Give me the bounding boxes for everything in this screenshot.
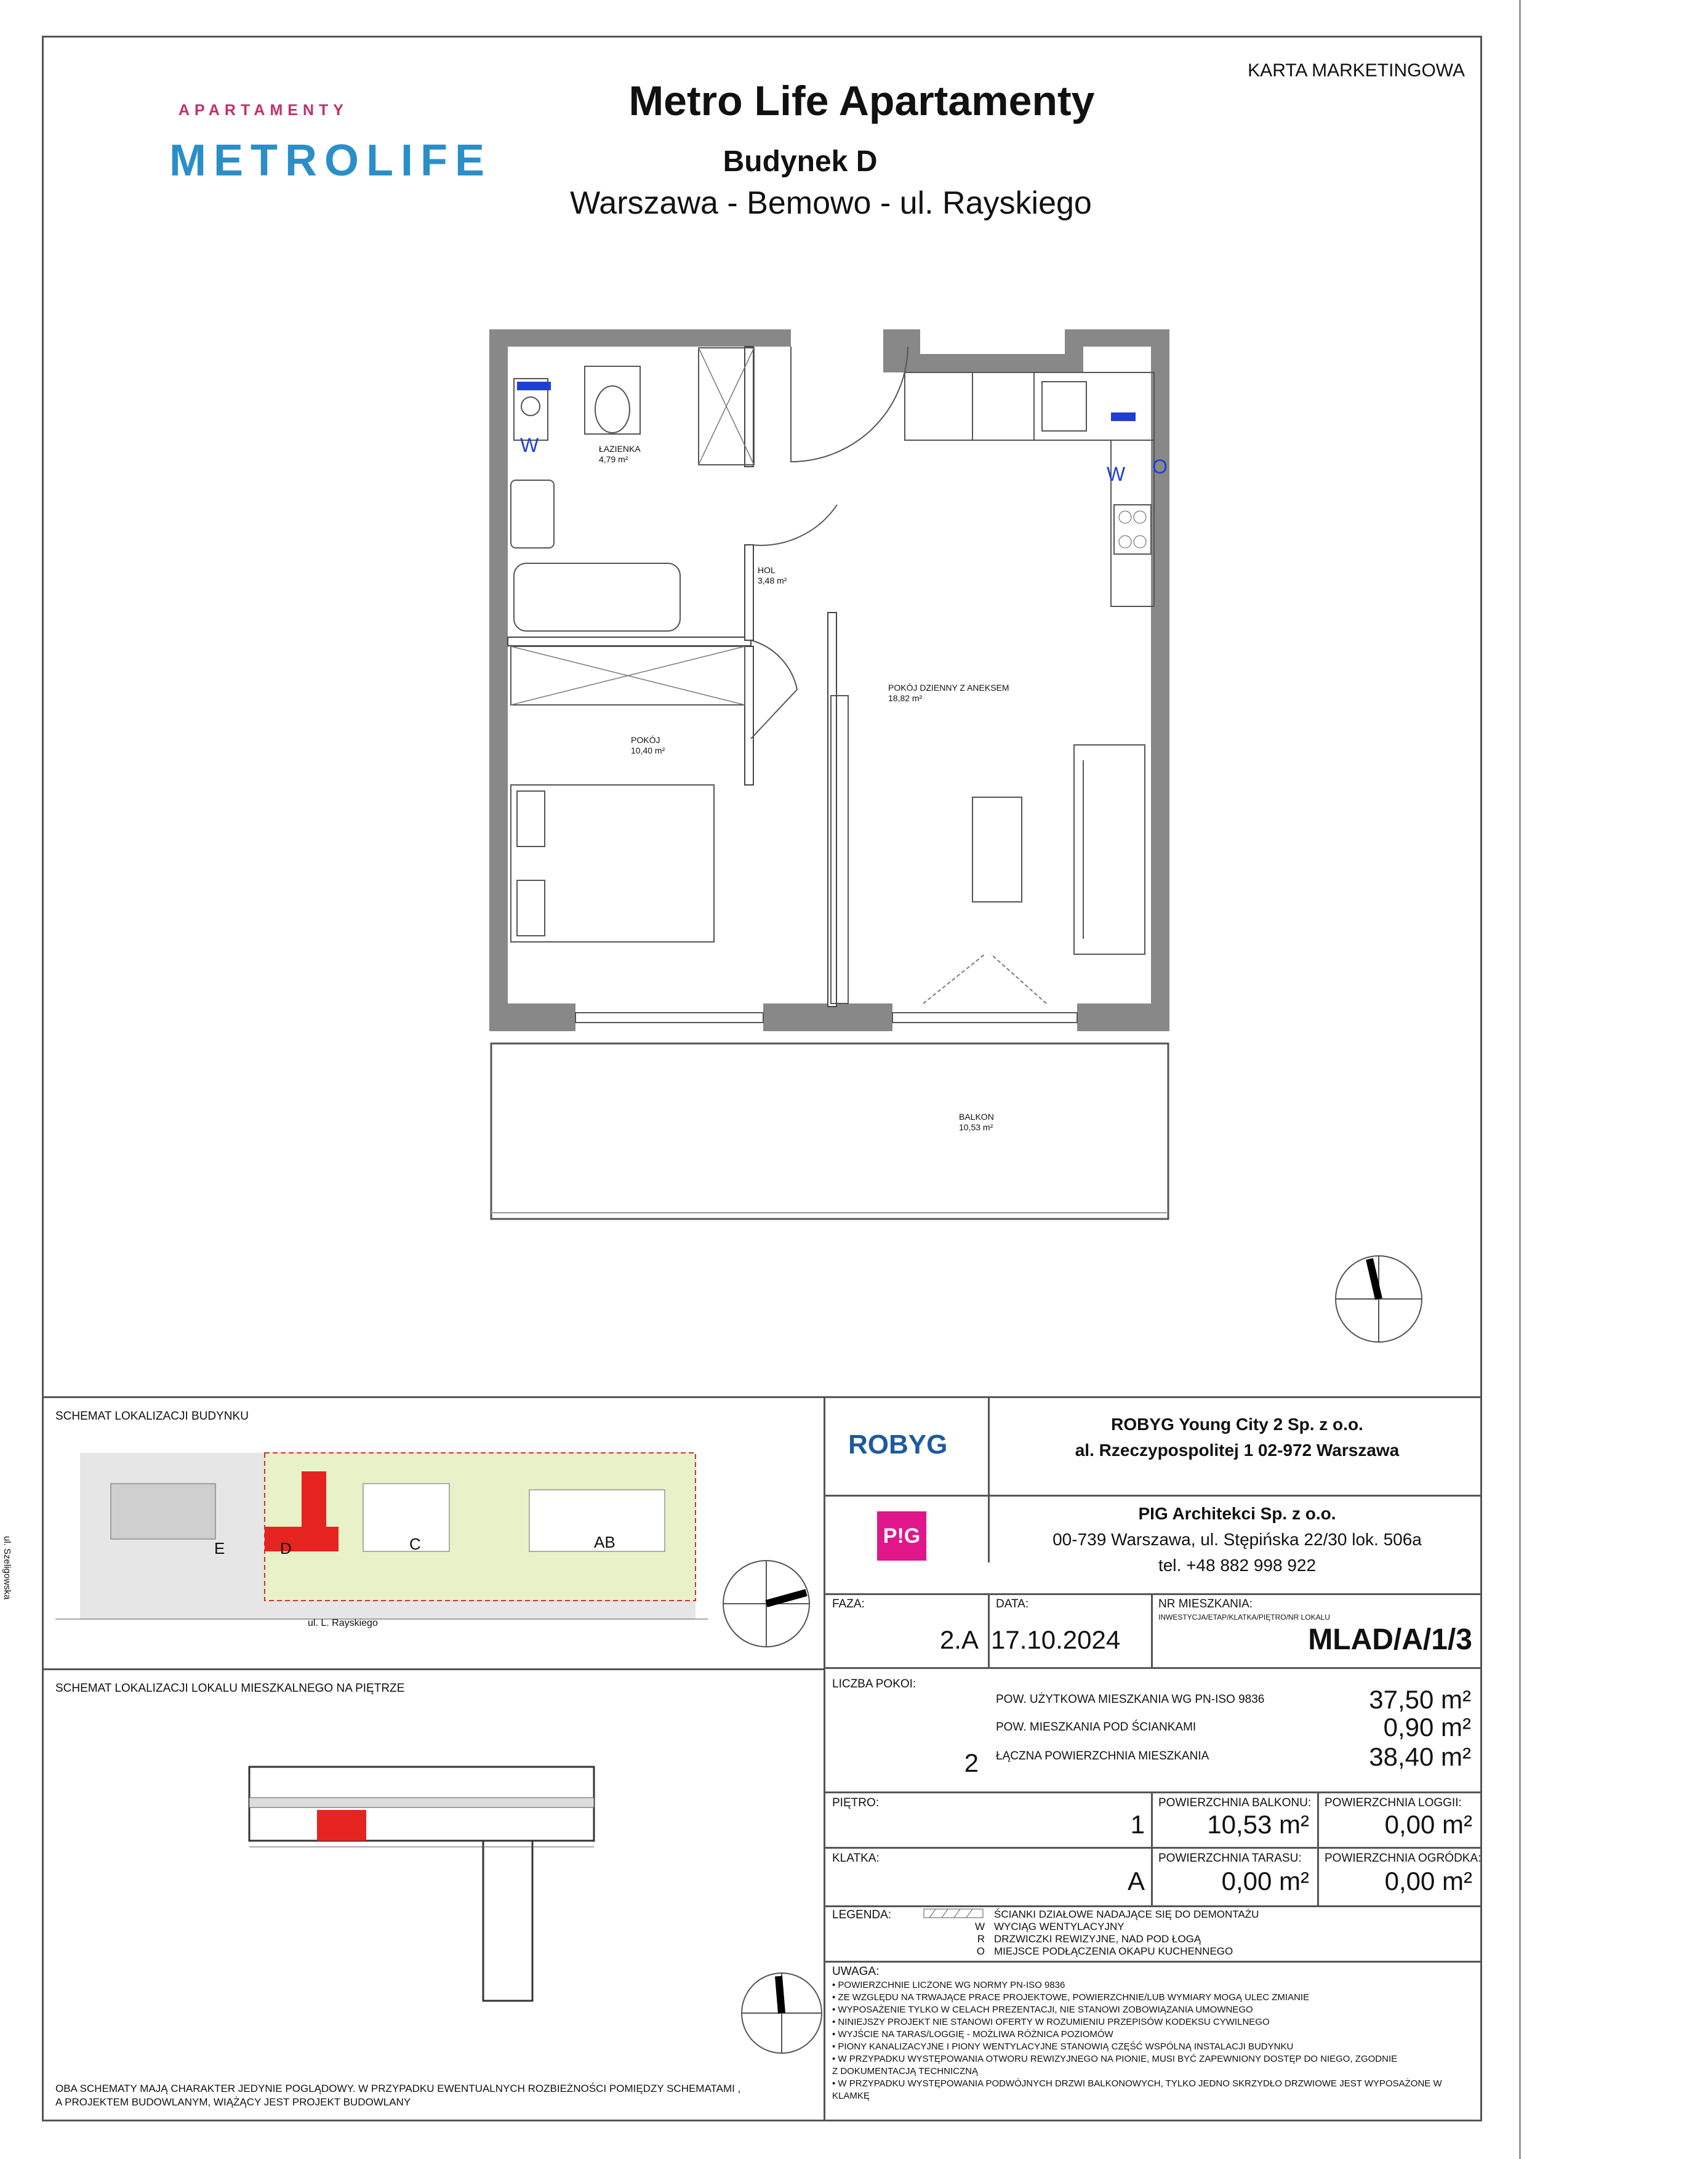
nr-value: MLAD/A/1/3	[1308, 1623, 1472, 1656]
schema-north-arrow-icon	[736, 1967, 828, 2059]
ogrodek-label: POWIERZCHNIA OGRÓDKA:	[1325, 1852, 1481, 1865]
note-item: • ZE WZGLĘDU NA TRWAJĄCE PRACE PROJEKTOWE, POWIERZCHNIE/LUB WYMIARY MOGĄ ULEC ZMIANIE	[832, 1992, 1310, 2003]
notes-list	[832, 1979, 1442, 2102]
note-item: • WYJŚCIE NA TARAS/LOGGIĘ - MOŻLIWA RÓŻNICA POZIOMÓW	[832, 2029, 1113, 2040]
pow-uzytkowa-label: POW. UŻYTKOWA MIESZKANIA WG PN-ISO 9836	[996, 1693, 1265, 1706]
architect-name: PIG Architekci Sp. z o.o.	[1138, 1504, 1336, 1523]
wall-top-left	[489, 329, 791, 347]
developer-name: ROBYG Young City 2 Sp. z o.o.	[1111, 1415, 1363, 1434]
page-title: Metro Life Apartamenty	[628, 78, 1095, 124]
room-tag-hol	[756, 565, 788, 587]
faza-label: FAZA:	[832, 1598, 865, 1610]
logo-apartamenty: APARTAMENTY	[178, 102, 348, 119]
balkon-label: POWIERZCHNIA BALKONU:	[1158, 1796, 1312, 1809]
site-north-arrow-icon	[717, 1554, 816, 1653]
balcony-outline	[491, 1043, 1168, 1219]
site-label-d: D	[280, 1539, 292, 1558]
hood-connection-marker: O	[1152, 456, 1168, 478]
street-left: ul. Szeligowska	[2, 1536, 12, 1600]
notes-label: UWAGA:	[832, 1965, 880, 1978]
laczna-value: 38,40 m²	[1369, 1742, 1471, 1771]
pow-scianki-value: 0,90 m²	[1383, 1713, 1471, 1742]
room-tag-pokoj	[629, 734, 667, 757]
legend-text-3: DRZWICZKI REWIZYJNE, NAD POD ŁOGĄ	[994, 1933, 1201, 1945]
room-tag-pokoj-dzienny	[886, 682, 1011, 704]
note-item: • W PRZYPADKU WYSTĘPOWANIA PODWÓJNYCH DRZWI BALKONOWYCH, TYLKO JEDNO SKRZYDŁO DRZWIOWE JEST WYPOSAŻONE W	[832, 2078, 1442, 2089]
pow-uzytkowa-value: 37,50 m²	[1369, 1685, 1471, 1714]
logo-metrolife: METROLIFE	[169, 136, 492, 185]
balkon-value: 10,53 m²	[1207, 1810, 1309, 1839]
room-name: BALKON	[959, 1112, 994, 1122]
legend-label: LEGENDA:	[832, 1908, 892, 1921]
ventilation-marker-bathroom: W	[520, 434, 539, 456]
card-type: KARTA MARKETINGOWA	[1248, 60, 1465, 81]
page-edge-line	[1519, 0, 1521, 2159]
legend-sym-r: R	[977, 1933, 985, 1945]
wall-bottom-c	[1077, 1003, 1169, 1031]
room-area: 10,40 m²	[631, 746, 665, 755]
wall-bottom-b	[763, 1003, 892, 1031]
room-name: HOL	[758, 565, 776, 575]
architect-address: 00-739 Warszawa, ul. Stępińska 22/30 lok. 506a	[1052, 1530, 1422, 1549]
note-item: • W PRZYPADKU WYSTĘPOWANIA OTWORU REWIZYJNEGO NA PIONIE, MUSI BYĆ ZAPEWNIONY DOSTĘP DO NIEGO, ZGODNIE	[832, 2054, 1398, 2064]
room-tag-balkon	[957, 1111, 996, 1133]
street-bottom: ul. L. Rayskiego	[308, 1618, 378, 1628]
nr-label: NR MIESZKANIA:	[1158, 1598, 1253, 1610]
note-item: • NINIEJSZY PROJEKT NIE STANOWI OFERTY W ROZUMIENIU PRZEPISÓW KODEKSU CYWILNEGO	[832, 2017, 1270, 2027]
disclaimer-line-2: A PROJEKTEM BUDOWLANYM, WIĄŻĄCY JEST PROJEKT BUDOWLANY	[55, 2096, 411, 2108]
floor-schema-title: SCHEMAT LOKALIZACJI LOKALU MIESZKALNEGO NA PIĘTRZE	[55, 1682, 405, 1695]
loggia-value: 0,00 m²	[1384, 1810, 1472, 1839]
legend-sym-o: O	[976, 1945, 985, 1957]
disclaimer-line-1: OBA SCHEMATY MAJĄ CHARAKTER JEDYNIE POGLĄDOWY. W PRZYPADKU EWENTUALNYCH ROZBIEŻNOŚCI POMIĘDZY SCHEMATAMI ,	[55, 2083, 741, 2094]
room-area: 18,82 m²	[888, 693, 923, 703]
wall-top-right-a	[1065, 329, 1083, 372]
legend-text-1: ŚCIANKI DZIAŁOWE NADAJĄCE SIĘ DO DEMONTAŻU	[994, 1908, 1259, 1920]
room-area: 10,53 m²	[959, 1122, 993, 1132]
ventilation-marker-kitchen: W	[1107, 463, 1126, 485]
pietro-label: PIĘTRO:	[832, 1796, 880, 1809]
building-name: Budynek D	[723, 145, 878, 178]
data-label: DATA:	[996, 1598, 1029, 1610]
room-name: POKÓJ DZIENNY Z ANEKSEM	[888, 683, 1009, 693]
note-item: Z DOKUMENTACJĄ TECHNICZNĄ	[832, 2066, 978, 2077]
liczba-pokoi-label: LICZBA POKOI:	[832, 1678, 916, 1691]
site-label-ab: AB	[594, 1533, 615, 1551]
room-name: POKÓJ	[631, 735, 660, 745]
klatka-value: A	[1127, 1867, 1145, 1896]
room-area: 4,79 m²	[599, 454, 628, 464]
wall-top-mid	[883, 329, 920, 372]
legend-text-4: MIEJSCE PODŁĄCZENIA OKAPU KUCHENNEGO	[994, 1945, 1233, 1957]
pig-logo: P!G	[877, 1511, 926, 1561]
legend-sym-w: W	[974, 1921, 985, 1932]
note-item: • PIONY KANALIZACYJNE I PIONY WENTYLACYJNE STANOWIĄ CZĘŚĆ WSPÓLNĄ INSTALACJI BUDYNKU	[832, 2041, 1294, 2052]
note-item: KLAMKĘ	[832, 2091, 870, 2101]
wall-bottom-a	[489, 1003, 575, 1031]
room-name: ŁAZIENKA	[599, 444, 641, 454]
data-value: 17.10.2024	[991, 1625, 1121, 1654]
room-area: 3,48 m²	[758, 576, 787, 585]
loggia-label: POWIERZCHNIA LOGGII:	[1325, 1796, 1462, 1809]
developer-address: al. Rzeczypospolitej 1 02-972 Warszawa	[1075, 1441, 1400, 1460]
legend-text-2: WYCIĄG WENTYLACYJNY	[994, 1921, 1125, 1932]
floor-schema	[243, 1748, 649, 2007]
nr-sublabel: INWESTYCJA/ETAP/KLATKA/PIĘTRO/NR LOKALU	[1158, 1613, 1330, 1622]
room-tag-lazienka	[597, 443, 643, 465]
pietro-value: 1	[1130, 1810, 1145, 1839]
faza-value: 2.A	[939, 1625, 979, 1654]
site-label-c: C	[409, 1535, 421, 1553]
wall-top-kitchen	[920, 354, 1065, 372]
site-label-e: E	[214, 1539, 225, 1558]
taras-label: POWIERZCHNIA TARASU:	[1158, 1852, 1302, 1865]
site-plan-title: SCHEMAT LOKALIZACJI BUDYNKU	[55, 1410, 249, 1423]
klatka-label: KLATKA:	[832, 1852, 880, 1865]
pow-scianki-label: POW. MIESZKANIA POD ŚCIANKAMI	[996, 1721, 1197, 1734]
location: Warszawa - Bemowo - ul. Rayskiego	[570, 185, 1092, 221]
liczba-pokoi-value: 2	[964, 1748, 979, 1777]
taras-value: 0,00 m²	[1221, 1867, 1309, 1896]
robyg-logo: ROBYG	[848, 1429, 948, 1460]
north-arrow-icon	[1329, 1250, 1428, 1348]
demolition-wall-icon	[923, 1908, 985, 1920]
note-item: • WYPOSAŻENIE TYLKO W CELACH PREZENTACJI, NIE STANOWI ZOBOWIĄZANIA UMOWNEGO	[832, 2004, 1253, 2015]
note-item: • POWIERZCHNIE LICZONE WG NORMY PN-ISO 9836	[832, 1980, 1065, 1990]
architect-phone: tel. +48 882 998 922	[1158, 1556, 1317, 1575]
laczna-label: ŁĄCZNA POWIERZCHNIA MIESZKANIA	[996, 1750, 1209, 1763]
ogrodek-value: 0,00 m²	[1384, 1867, 1472, 1896]
apartment-plan	[480, 320, 1219, 1237]
wall-left	[489, 329, 508, 1031]
